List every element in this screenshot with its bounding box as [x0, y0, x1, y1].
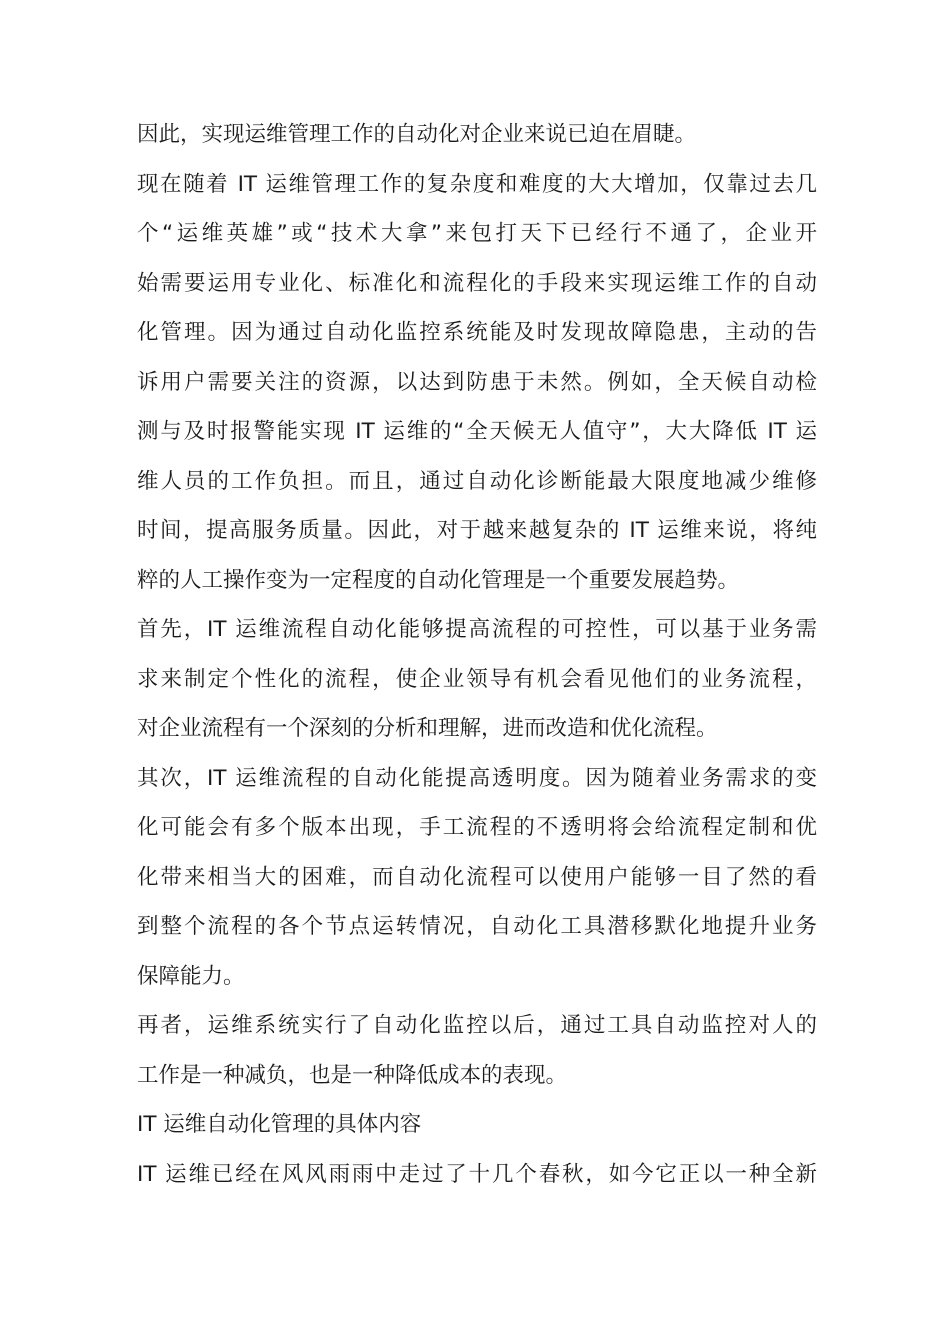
- text-line: IT 运维已经在风风雨雨中走过了十几个春秋，如今它正以一种全新: [137, 1161, 817, 1187]
- text-line: 到整个流程的各个节点运转情况，自动化工具潜移默化地提升业务: [137, 914, 817, 939]
- text-line: 化带来相当大的困难，而自动化流程可以使用户能够一目了然的看: [137, 864, 817, 890]
- text-line: 始需要运用专业化、标准化和流程化的手段来实现运维工作的自动: [137, 270, 817, 296]
- text-line: 因此，实现运维管理工作的自动化对企业来说已迫在眉睫。: [137, 122, 697, 147]
- text-line: 求来制定个性化的流程，使企业领导有机会看见他们的业务流程，: [137, 666, 817, 692]
- paragraph: [137, 1150, 817, 1200]
- text-line: 工作是一种减负，也是一种降低成本的表现。: [137, 1062, 568, 1088]
- paragraph: [137, 160, 817, 606]
- text-line: 首先，IT 运维流程自动化能够提高流程的可控性，可以基于业务需: [137, 617, 817, 642]
- text-line: 诉用户需要关注的资源，以达到防患于未然。例如，全天候自动检: [137, 369, 817, 395]
- paragraph: [137, 754, 817, 1002]
- text-line: 化管理。因为通过自动化监控系统能及时发现故障隐患，主动的告: [137, 320, 817, 345]
- text-line: 个“运维英雄”或“技术大拿”来包打天下已经行不通了，企业开: [137, 221, 817, 246]
- text-line: 其次，IT 运维流程的自动化能提高透明度。因为随着业务需求的变: [137, 765, 817, 791]
- text-line: 粹的人工操作变为一定程度的自动化管理是一个重要发展趋势。: [137, 567, 740, 593]
- paragraph: [137, 110, 817, 160]
- text-line: 现在随着 IT 运维管理工作的复杂度和难度的大大增加，仅靠过去几: [137, 171, 817, 197]
- paragraph: [137, 605, 817, 754]
- text-line: 测与及时报警能实现 IT 运维的“全天候无人值守”，大大降低 IT 运: [137, 419, 817, 444]
- text-line: IT 运维自动化管理的具体内容: [137, 1112, 422, 1137]
- text-line: 化可能会有多个版本出现，手工流程的不透明将会给流程定制和优: [137, 815, 817, 840]
- text-line: 再者，运维系统实行了自动化监控以后，通过工具自动监控对人的: [137, 1013, 817, 1038]
- paragraph: [137, 1100, 817, 1150]
- paragraph: [137, 1001, 817, 1100]
- document-body: [137, 110, 817, 1199]
- text-line: 保障能力。: [137, 963, 245, 989]
- text-line: 维人员的工作负担。而且，通过自动化诊断能最大限度地减少维修: [137, 468, 817, 494]
- text-line: 时间，提高服务质量。因此，对于越来越复杂的 IT 运维来说，将纯: [137, 518, 817, 543]
- text-line: 对企业流程有一个深刻的分析和理解，进而改造和优化流程。: [137, 716, 718, 741]
